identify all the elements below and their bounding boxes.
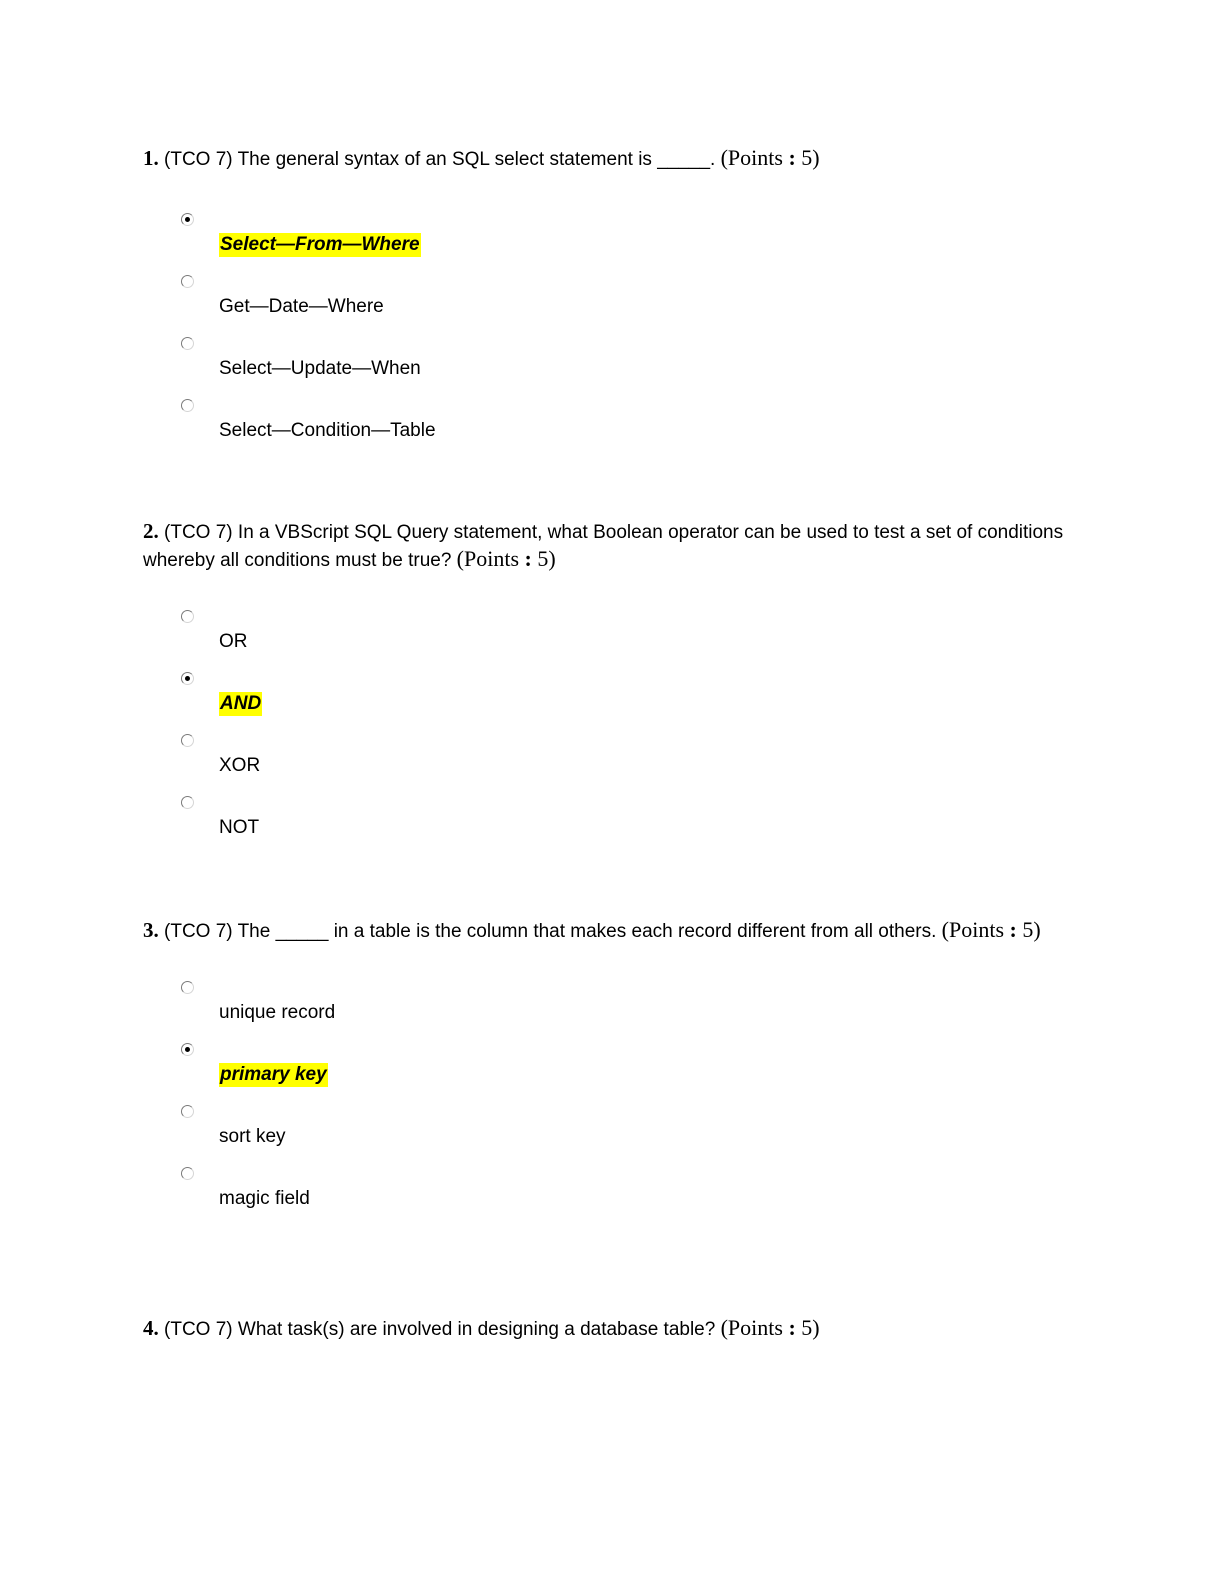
question-prompt: (TCO 7) What task(s) are involved in designing a database table?	[158, 1319, 721, 1340]
answer-label: OR	[219, 631, 248, 652]
radio-button[interactable]	[181, 796, 194, 809]
answer-option[interactable]	[181, 666, 1073, 728]
question-points: (Points : 5)	[941, 917, 1041, 942]
question-number: 2.	[143, 519, 159, 543]
radio-button[interactable]	[181, 1105, 194, 1118]
radio-button[interactable]	[181, 610, 194, 623]
question-1	[143, 145, 1073, 455]
answer-option[interactable]	[181, 790, 1073, 852]
answer-label: Select—Update—When	[219, 358, 421, 379]
answer-option[interactable]	[181, 331, 1073, 393]
question-points: (Points : 5)	[720, 145, 820, 170]
radio-button-selected[interactable]	[181, 213, 194, 226]
answer-option[interactable]	[181, 728, 1073, 790]
question-prompt: (TCO 7) The general syntax of an SQL select statement is _____.	[158, 149, 721, 170]
question-text	[143, 518, 1073, 574]
answer-label: Get—Date—Where	[219, 296, 384, 317]
answer-option[interactable]	[181, 207, 1073, 269]
answer-label: unique record	[219, 1002, 336, 1023]
answer-label: magic field	[219, 1188, 310, 1209]
answer-label: AND	[220, 693, 262, 714]
answer-label: sort key	[219, 1126, 286, 1147]
question-number: 3.	[143, 918, 159, 942]
radio-button[interactable]	[181, 275, 194, 288]
radio-button-selected[interactable]	[181, 672, 194, 685]
question-4	[143, 1315, 1073, 1343]
radio-button-selected[interactable]	[181, 1043, 194, 1056]
answer-option[interactable]	[181, 269, 1073, 331]
answer-options	[143, 604, 1073, 852]
question-3	[143, 917, 1073, 1223]
answer-option[interactable]	[181, 393, 1073, 455]
answer-option[interactable]	[181, 604, 1073, 666]
answer-option[interactable]	[181, 1037, 1073, 1099]
answer-option[interactable]	[181, 1161, 1073, 1223]
answer-label: Select—From—Where	[220, 234, 420, 255]
question-2	[143, 518, 1073, 852]
answer-options	[143, 975, 1073, 1223]
radio-button[interactable]	[181, 981, 194, 994]
question-number: 1.	[143, 146, 159, 170]
radio-button[interactable]	[181, 1167, 194, 1180]
question-text	[143, 1315, 1073, 1343]
answer-label: Select—Condition—Table	[219, 420, 436, 441]
answer-option[interactable]	[181, 1099, 1073, 1161]
answer-label: primary key	[220, 1064, 327, 1085]
answer-option[interactable]	[181, 975, 1073, 1037]
radio-button[interactable]	[181, 399, 194, 412]
radio-button[interactable]	[181, 734, 194, 747]
radio-button[interactable]	[181, 337, 194, 350]
question-points: (Points : 5)	[456, 546, 556, 571]
question-points: (Points : 5)	[720, 1315, 820, 1340]
answer-options	[143, 207, 1073, 455]
question-number: 4.	[143, 1316, 159, 1340]
question-prompt: (TCO 7) In a VBScript SQL Query statement, what Boolean operator can be used to test a set of conditions whereby all conditions must be true?	[143, 522, 1064, 571]
question-text	[143, 145, 1073, 173]
question-text	[143, 917, 1073, 945]
answer-label: NOT	[219, 817, 260, 838]
answer-label: XOR	[219, 755, 261, 776]
question-prompt: (TCO 7) The _____ in a table is the column that makes each record different from all others.	[158, 921, 942, 942]
